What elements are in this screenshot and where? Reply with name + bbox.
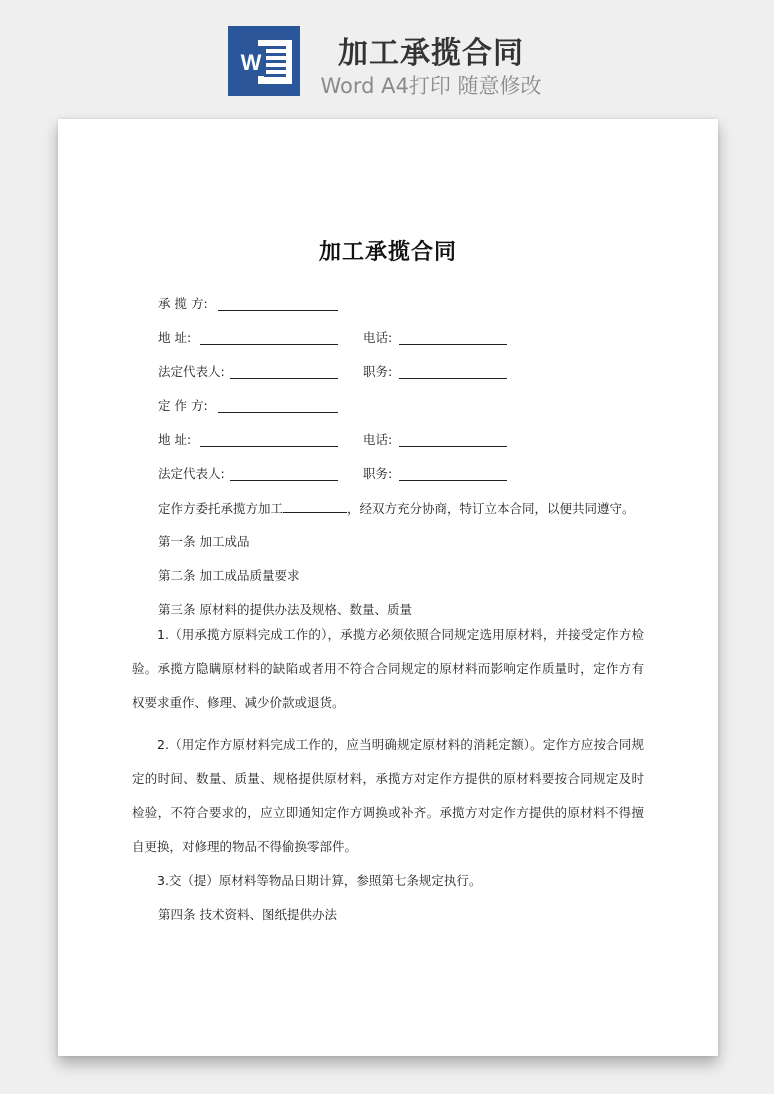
intro-line <box>158 499 635 518</box>
watermark <box>88 480 118 510</box>
word-logo-letter: W <box>240 50 262 75</box>
contractor-address-blank[interactable] <box>200 344 338 345</box>
article-3-paragraph-3: 3.交（提）原材料等物品日期计算，参照第七条规定执行。 <box>157 873 482 888</box>
client-rep-blank[interactable] <box>230 480 338 481</box>
article-2-heading: 第二条 加工成品质量要求 <box>158 568 300 583</box>
contractor-rep-blank[interactable] <box>230 378 338 379</box>
article-3-heading: 第三条 原材料的提供办法及规格、数量、质量 <box>158 602 412 617</box>
contractor-rep-label: 法定代表人: <box>158 364 225 379</box>
client-rep-label: 法定代表人: <box>158 466 225 481</box>
contractor-position-blank[interactable] <box>399 378 507 379</box>
client-position-label: 职务: <box>363 466 393 481</box>
word-icon <box>228 26 300 96</box>
client-blank[interactable] <box>218 412 338 413</box>
client-phone-label: 电话: <box>363 432 393 447</box>
article-3-paragraph-1: 1.（用承揽方原料完成工作的），承揽方必须依照合同规定选用原材料，并接受定作方检验。承揽方隐瞒原材料的缺陷或者用不符合合同规定的原材料而影响定作质量时，定作方有权要求重作、修理、减少价款或退货。 <box>132 627 644 710</box>
article-1-heading: 第一条 加工成品 <box>158 534 250 549</box>
contractor-phone-blank[interactable] <box>399 344 507 345</box>
contractor-phone-label: 电话: <box>363 330 393 345</box>
document-page <box>58 119 718 1056</box>
client-phone-blank[interactable] <box>399 446 507 447</box>
client-address-blank[interactable] <box>200 446 338 447</box>
client-address-label: 地 址: <box>158 432 192 447</box>
page-header <box>0 0 774 110</box>
header-subtitle: Word A4打印 随意修改 <box>320 74 542 98</box>
intro-text-after: ，经双方充分协商，特订立本合同，以便共同遵守。 <box>347 501 635 516</box>
contractor-position-label: 职务: <box>363 364 393 379</box>
article-3-paragraph-2: 2.（用定作方原材料完成工作的，应当明确规定原材料的消耗定额）。定作方应按合同规定的时间、数量、质量、规格提供原材料，承揽方对定作方提供的原材料要按合同规定及时检验，不符合要求的，应立即通知定作方调换或补齐。承揽方对定作方提供的原材料不得擅自更换，对修理的物品不得偷换零部件。 <box>132 737 644 854</box>
processing-item-blank[interactable] <box>283 499 347 513</box>
intro-text-before: 定作方委托承揽方加工 <box>158 501 284 516</box>
document-title: 加工承揽合同 <box>318 240 457 265</box>
contractor-blank[interactable] <box>218 310 338 311</box>
contractor-label: 承 揽 方: <box>158 296 208 311</box>
article-4-heading: 第四条 技术资料、图纸提供办法 <box>158 907 337 922</box>
client-label: 定 作 方: <box>158 398 208 413</box>
header-title: 加工承揽合同 <box>338 36 524 71</box>
contractor-address-label: 地 址: <box>158 330 192 345</box>
client-position-blank[interactable] <box>399 480 507 481</box>
